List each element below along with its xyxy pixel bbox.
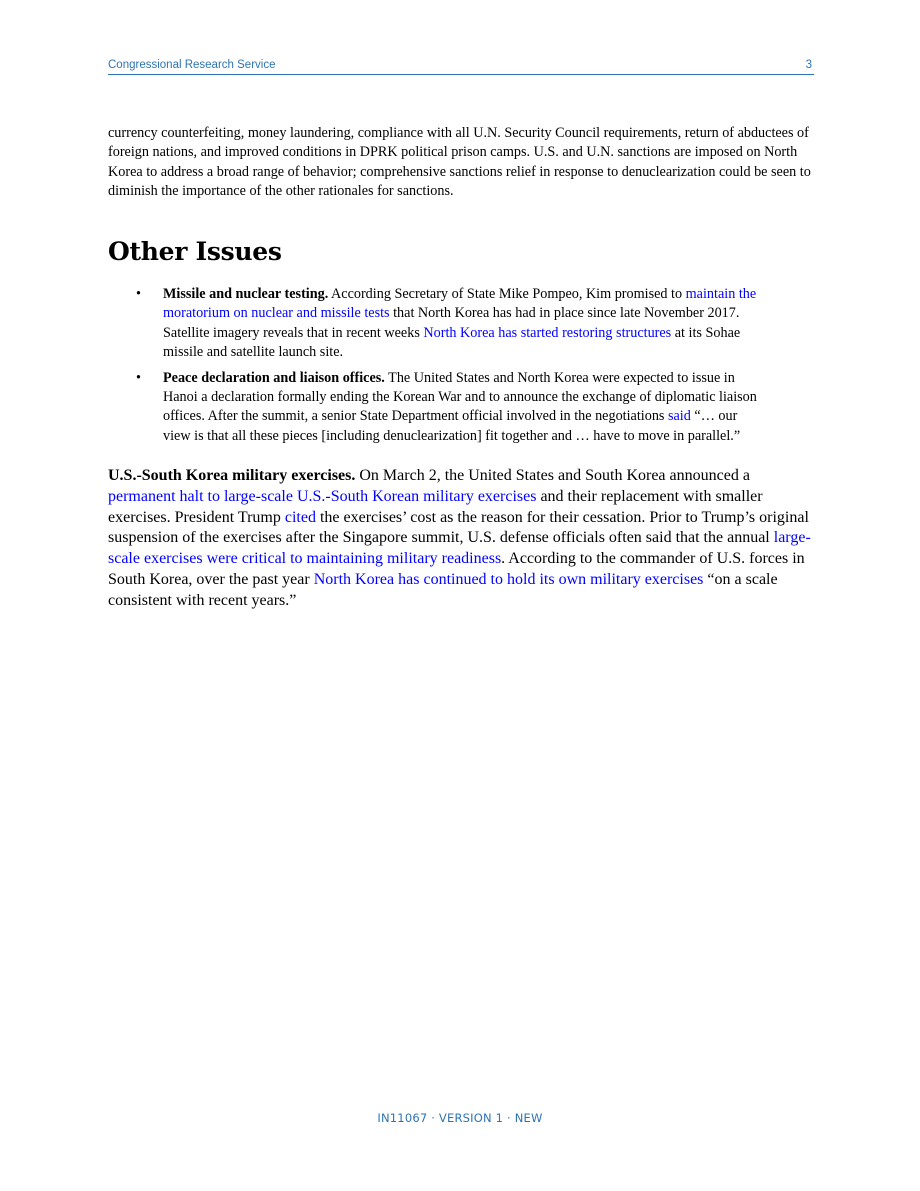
paragraph-text: the exercises’ cost as the reason for their cessation. Prior to Trump’s original suspension of the exercises after the Singapore summit, U.S. defense officials often said that the annual xyxy=(108,508,809,547)
link-cited[interactable]: cited xyxy=(284,508,316,526)
paragraph-text: . According to the commander of U.S. forces in South Korea, over the past year xyxy=(108,550,805,588)
bullet-list xyxy=(108,285,814,446)
link-military-readiness[interactable]: large-scale exercises were critical to maintaining military readiness xyxy=(108,529,811,568)
section-heading: Other Issues xyxy=(108,237,282,266)
intro-paragraph-text: currency counterfeiting, money laundering, compliance with all U.N. Security Council requirements, return of abductees of foreign nations, and improved conditions in DPRK political prison camps. U.S. and U.N. sanctions are imposed on North Korea to address a broad range of behavior; comprehensive sanctions relief in response to denuclearization could be seen to diminish the importance of the other rationales for sanctions. xyxy=(108,125,811,200)
bullet-text: “… our view is that all these pieces [including denuclearization] fit together and … have to move in parallel.” xyxy=(163,408,741,444)
link-restoring-structures[interactable]: North Korea has started restoring structures xyxy=(423,324,672,341)
link-permanent-halt[interactable]: permanent halt to large-scale U.S.-South Korean military exercises xyxy=(108,487,537,505)
running-header xyxy=(108,57,814,75)
bullet-text: According Secretary of State Mike Pompeo, Kim promised to xyxy=(328,286,686,302)
paragraph-text: “on a scale consistent with recent years.” xyxy=(108,570,778,609)
paragraph-lead: U.S.-South Korea military exercises. xyxy=(108,467,356,484)
bullet-marker: • xyxy=(136,369,141,386)
bullet-item-peace-declaration xyxy=(108,369,757,447)
bullet-text: The United States and North Korea were expected to issue in Hanoi a declaration formally ending the Korean War and to announce the exchange of diplomatic liaison offices. After the summit, a senior State Department official involved in the negotiations xyxy=(163,369,757,425)
paragraph-text: and their replacement with smaller exercises. President Trump xyxy=(108,487,763,526)
bullet-marker: • xyxy=(136,286,141,302)
intro-paragraph xyxy=(108,124,814,202)
link-north-korea-exercises[interactable]: North Korea has continued to hold its own military exercises xyxy=(313,570,704,588)
paragraph-text: On March 2, the United States and South Korea announced a xyxy=(355,467,750,484)
header-page-number: 3 xyxy=(805,59,812,71)
exercises-paragraph xyxy=(108,466,814,612)
bullet-item-missile-testing xyxy=(108,285,757,363)
bullet-lead: Peace declaration and liaison offices. xyxy=(163,369,385,386)
bullet-text: at its Sohae missile and satellite launch site. xyxy=(163,324,741,361)
bullet-lead: Missile and nuclear testing. xyxy=(163,286,329,302)
header-title: Congressional Research Service xyxy=(108,59,276,71)
bullet-text: that North Korea has had in place since late November 2017. Satellite imagery reveals that in recent weeks xyxy=(163,305,740,341)
page-footer: IN11067 · VERSION 1 · NEW xyxy=(377,1111,543,1125)
link-said[interactable]: said xyxy=(667,408,691,425)
link-moratorium[interactable]: maintain the moratorium on nuclear and missile tests xyxy=(163,286,757,322)
